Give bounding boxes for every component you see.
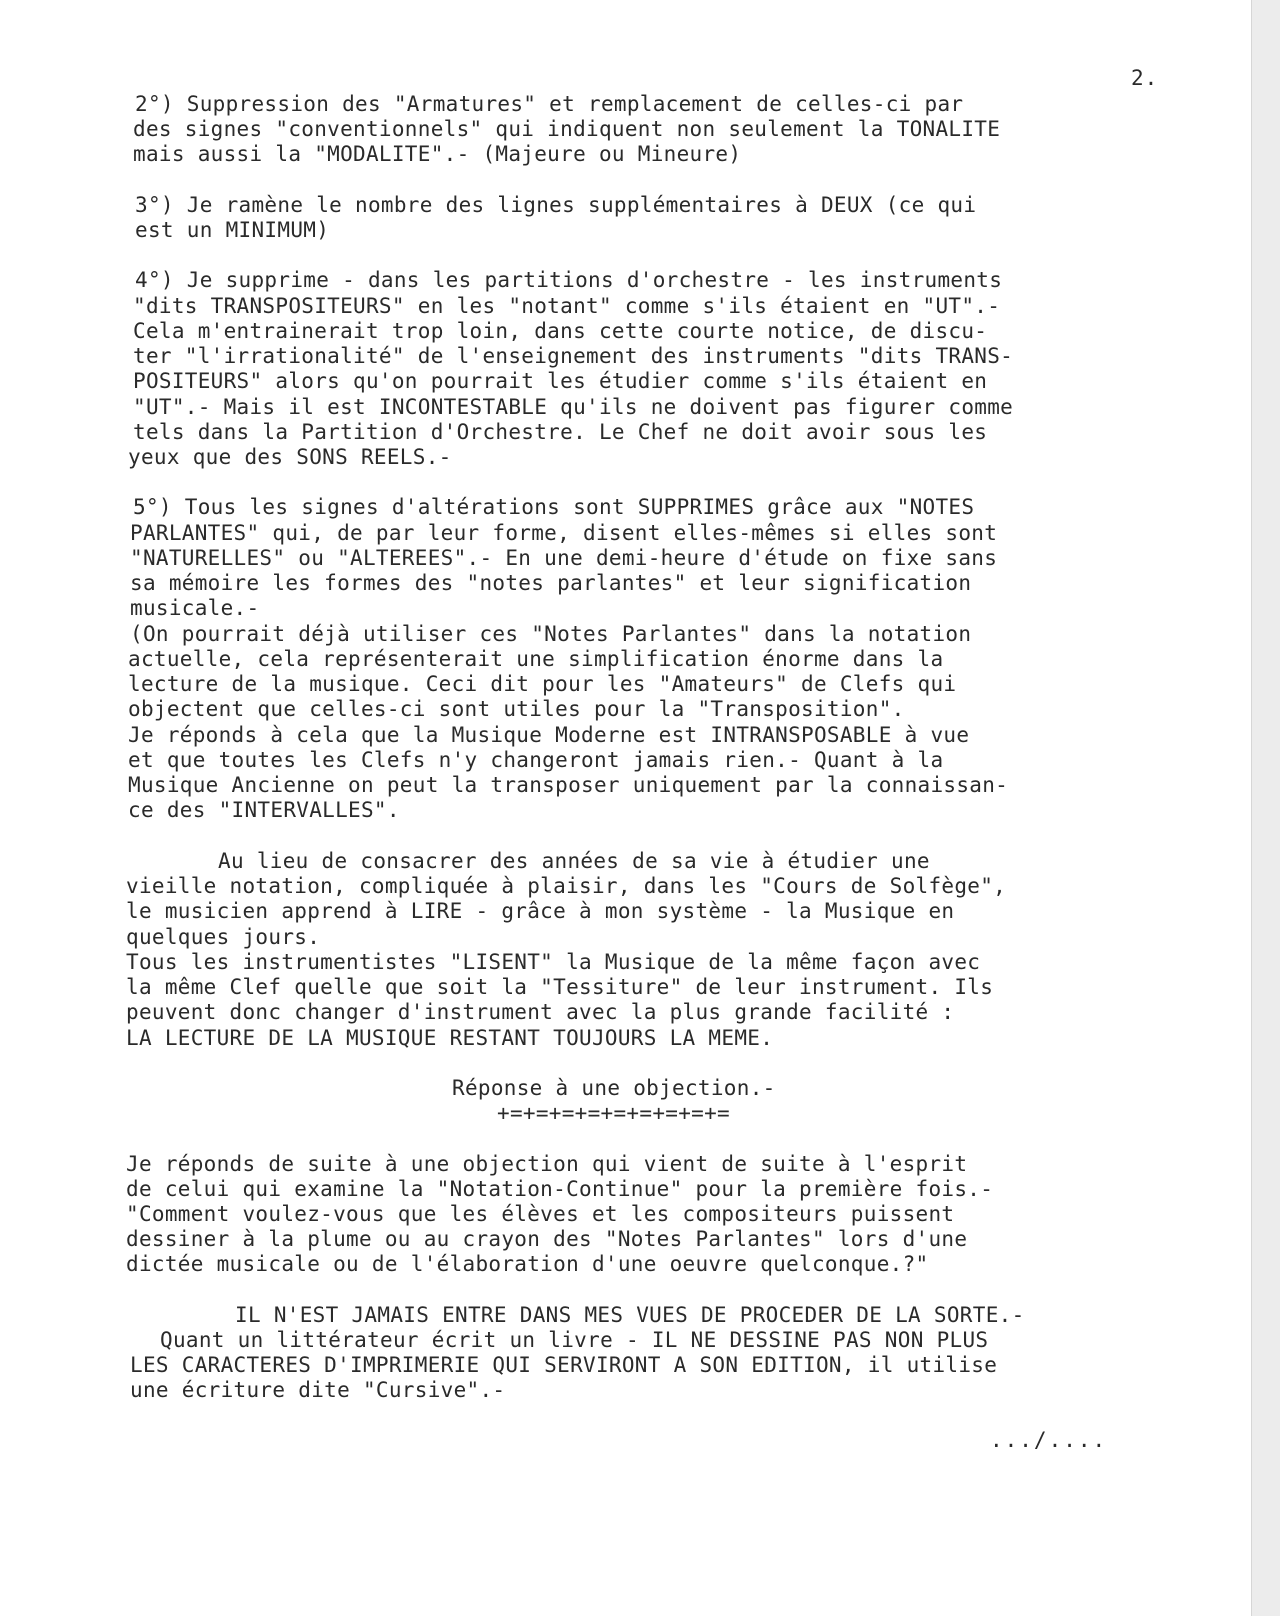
text-line: "Comment voulez-vous que les élèves et les compositeurs puissent bbox=[126, 1202, 955, 1226]
text-line: PARLANTES" qui, de par leur forme, disent elles-mêmes si elles sont bbox=[130, 521, 998, 545]
text-line: LA LECTURE DE LA MUSIQUE RESTANT TOUJOURS LA MEME. bbox=[126, 1026, 774, 1050]
text-line: dessiner à la plume ou au crayon des "Notes Parlantes" lors d'une bbox=[126, 1227, 968, 1251]
text-line: lecture de la musique. Ceci dit pour les "Amateurs" de Clefs qui bbox=[128, 672, 957, 696]
text-line: tels dans la Partition d'Orchestre. Le Chef ne doit avoir sous les bbox=[133, 420, 988, 444]
page-number: 2. bbox=[1131, 66, 1159, 90]
text-line: 4°) Je supprime - dans les partitions d'orchestre - les instruments bbox=[135, 268, 1003, 292]
text-line: 5°) Tous les signes d'altérations sont SUPPRIMES grâce aux "NOTES bbox=[133, 495, 975, 519]
text-line: quelques jours. bbox=[126, 925, 321, 949]
text-line: mais aussi la "MODALITE".- (Majeure ou Mineure) bbox=[133, 142, 742, 166]
text-line: est un MINIMUM) bbox=[135, 218, 330, 242]
text-line: vieille notation, compliquée à plaisir, dans les "Cours de Solfège", bbox=[126, 874, 1007, 898]
text-line: 3°) Je ramène le nombre des lignes supplémentaires à DEUX (ce qui bbox=[135, 193, 977, 217]
text-line: le musicien apprend à LIRE - grâce à mon système - la Musique en bbox=[126, 899, 955, 923]
text-line: ce des "INTERVALLES". bbox=[128, 798, 400, 822]
text-line: 2°) Suppression des "Armatures" et remplacement de celles-ci par bbox=[135, 92, 964, 116]
text-line: Je réponds de suite à une objection qui vient de suite à l'esprit bbox=[126, 1152, 968, 1176]
text-line: dictée musicale ou de l'élaboration d'une oeuvre quelconque.?" bbox=[126, 1252, 929, 1276]
text-line: Tous les instrumentistes "LISENT" la Musique de la même façon avec bbox=[126, 950, 981, 974]
text-line: "dits TRANSPOSITEURS" en les "notant" comme s'ils étaient en "UT".- bbox=[133, 294, 1001, 318]
text-line: Réponse à une objection.- bbox=[452, 1076, 776, 1100]
text-line: LES CARACTERES D'IMPRIMERIE QUI SERVIRONT A SON EDITION, il utilise bbox=[130, 1353, 998, 1377]
text-line: une écriture dite "Cursive".- bbox=[130, 1378, 506, 1402]
text-line: POSITEURS" alors qu'on pourrait les étudier comme s'ils étaient en bbox=[133, 369, 988, 393]
text-line: actuelle, cela représenterait une simplification énorme dans la bbox=[128, 647, 944, 671]
text-line: peuvent donc changer d'instrument avec la plus grande facilité : bbox=[126, 1000, 955, 1024]
text-line: la même Clef quelle que soit la "Tessiture" de leur instrument. Ils bbox=[126, 975, 994, 999]
text-line: "UT".- Mais il est INCONTESTABLE qu'ils ne doivent pas figurer comme bbox=[133, 395, 1014, 419]
text-line: yeux que des SONS REELS.- bbox=[128, 445, 452, 469]
text-line: Je réponds à cela que la Musique Moderne est INTRANSPOSABLE à vue bbox=[128, 723, 970, 747]
text-line: "NATURELLES" ou "ALTEREES".- En une demi-heure d'étude on fixe sans bbox=[130, 546, 998, 570]
text-line: de celui qui examine la "Notation-Continue" pour la première fois.- bbox=[126, 1177, 994, 1201]
text-line: (On pourrait déjà utiliser ces "Notes Parlantes" dans la notation bbox=[130, 622, 972, 646]
text-line: Au lieu de consacrer des années de sa vie à étudier une bbox=[218, 849, 930, 873]
text-line: +=+=+=+=+=+=+=+=+= bbox=[497, 1101, 730, 1125]
text-line: Musique Ancienne on peut la transposer uniquement par la connaissan- bbox=[128, 773, 1009, 797]
page-edge bbox=[1251, 0, 1280, 1616]
text-line: ter "l'irrationalité" de l'enseignement des instruments "dits TRANS- bbox=[133, 344, 1014, 368]
text-line: IL N'EST JAMAIS ENTRE DANS MES VUES DE PROCEDER DE LA SORTE.- bbox=[235, 1303, 1025, 1327]
continuation-marker: .../.... bbox=[990, 1428, 1108, 1452]
text-line: objectent que celles-ci sont utiles pour la "Transposition". bbox=[128, 697, 905, 721]
text-line: des signes "conventionnels" qui indiquent non seulement la TONALITE bbox=[133, 117, 1001, 141]
text-line: Cela m'entrainerait trop loin, dans cette courte notice, de discu- bbox=[133, 319, 988, 343]
text-line: musicale.- bbox=[130, 596, 260, 620]
text-line: et que toutes les Clefs n'y changeront jamais rien.- Quant à la bbox=[128, 748, 944, 772]
text-line: sa mémoire les formes des "notes parlantes" et leur signification bbox=[130, 571, 972, 595]
text-line: Quant un littérateur écrit un livre - IL NE DESSINE PAS NON PLUS bbox=[160, 1328, 989, 1352]
